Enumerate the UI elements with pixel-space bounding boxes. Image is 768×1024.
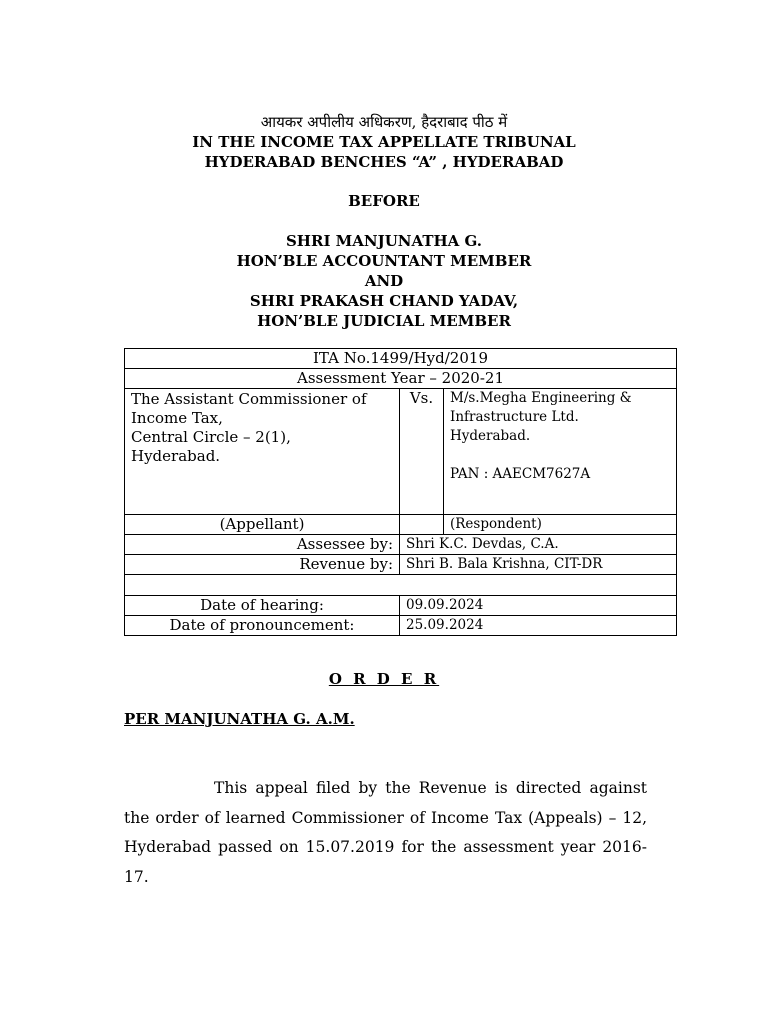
table-row	[125, 616, 677, 636]
table-row	[125, 389, 677, 515]
table-row	[125, 349, 677, 369]
empty-row	[125, 575, 677, 596]
appellant-line: The Assistant Commissioner of Income Tax,	[131, 390, 367, 427]
revenue-by-value: Shri B. Bala Krishna, CIT-DR	[400, 555, 677, 575]
table-row	[125, 369, 677, 389]
order-author: PER MANJUNATHA G. A.M.	[124, 710, 355, 728]
respondent-label: (Respondent)	[444, 515, 677, 535]
assessment-year: Assessment Year – 2020-21	[125, 369, 677, 389]
bench-heading: HYDERABAD BENCHES “A” , HYDERABAD	[204, 153, 564, 171]
appellant-line: Hyderabad.	[131, 447, 221, 465]
member2-name: SHRI PRAKASH CHAND YADAV,	[249, 292, 519, 310]
table-row	[125, 575, 677, 596]
and-heading: AND	[364, 272, 404, 290]
respondent-cell	[444, 389, 677, 515]
table-row	[125, 555, 677, 575]
appellant-cell	[125, 389, 400, 515]
empty-cell	[400, 515, 444, 535]
table-row	[125, 535, 677, 555]
hearing-date-label: Date of hearing:	[125, 596, 400, 616]
revenue-by-label: Revenue by:	[125, 555, 400, 575]
member1-name: SHRI MANJUNATHA G.	[285, 232, 483, 250]
pronouncement-date-value: 25.09.2024	[400, 616, 677, 636]
versus-cell: Vs.	[400, 389, 444, 515]
order-title: O R D E R	[328, 670, 440, 688]
tribunal-heading: IN THE INCOME TAX APPELLATE TRIBUNAL	[192, 133, 576, 151]
pan-number: PAN : AAECM7627A	[450, 466, 591, 482]
table-row	[125, 596, 677, 616]
member1-title: HON’BLE ACCOUNTANT MEMBER	[236, 252, 532, 270]
before-heading: BEFORE	[348, 192, 420, 210]
respondent-line: M/s.Megha Engineering & Infrastructure Ltd.	[450, 390, 632, 425]
hindi-heading: आयकर अपीलीय अधिकरण, हैदराबाद पीठ में	[260, 113, 508, 131]
pronouncement-date-label: Date of pronouncement:	[125, 616, 400, 636]
appellant-label: (Appellant)	[125, 515, 400, 535]
order-paragraph: This appeal filed by the Revenue is directed against the order of learned Commissioner of Income Tax (Appeals) – 12, Hyderabad passed on 15.07.2019 for the assessment year 2016-17.	[124, 779, 647, 886]
appellant-line: Central Circle – 2(1),	[131, 428, 291, 446]
case-details-table	[124, 348, 677, 636]
respondent-line: Hyderabad.	[450, 428, 531, 444]
assessee-by-value: Shri K.C. Devdas, C.A.	[400, 535, 677, 555]
ita-number: ITA No.1499/Hyd/2019	[125, 349, 677, 369]
hearing-date-value: 09.09.2024	[400, 596, 677, 616]
table-row	[125, 515, 677, 535]
member2-title: HON’BLE JUDICIAL MEMBER	[257, 312, 511, 330]
assessee-by-label: Assessee by:	[125, 535, 400, 555]
